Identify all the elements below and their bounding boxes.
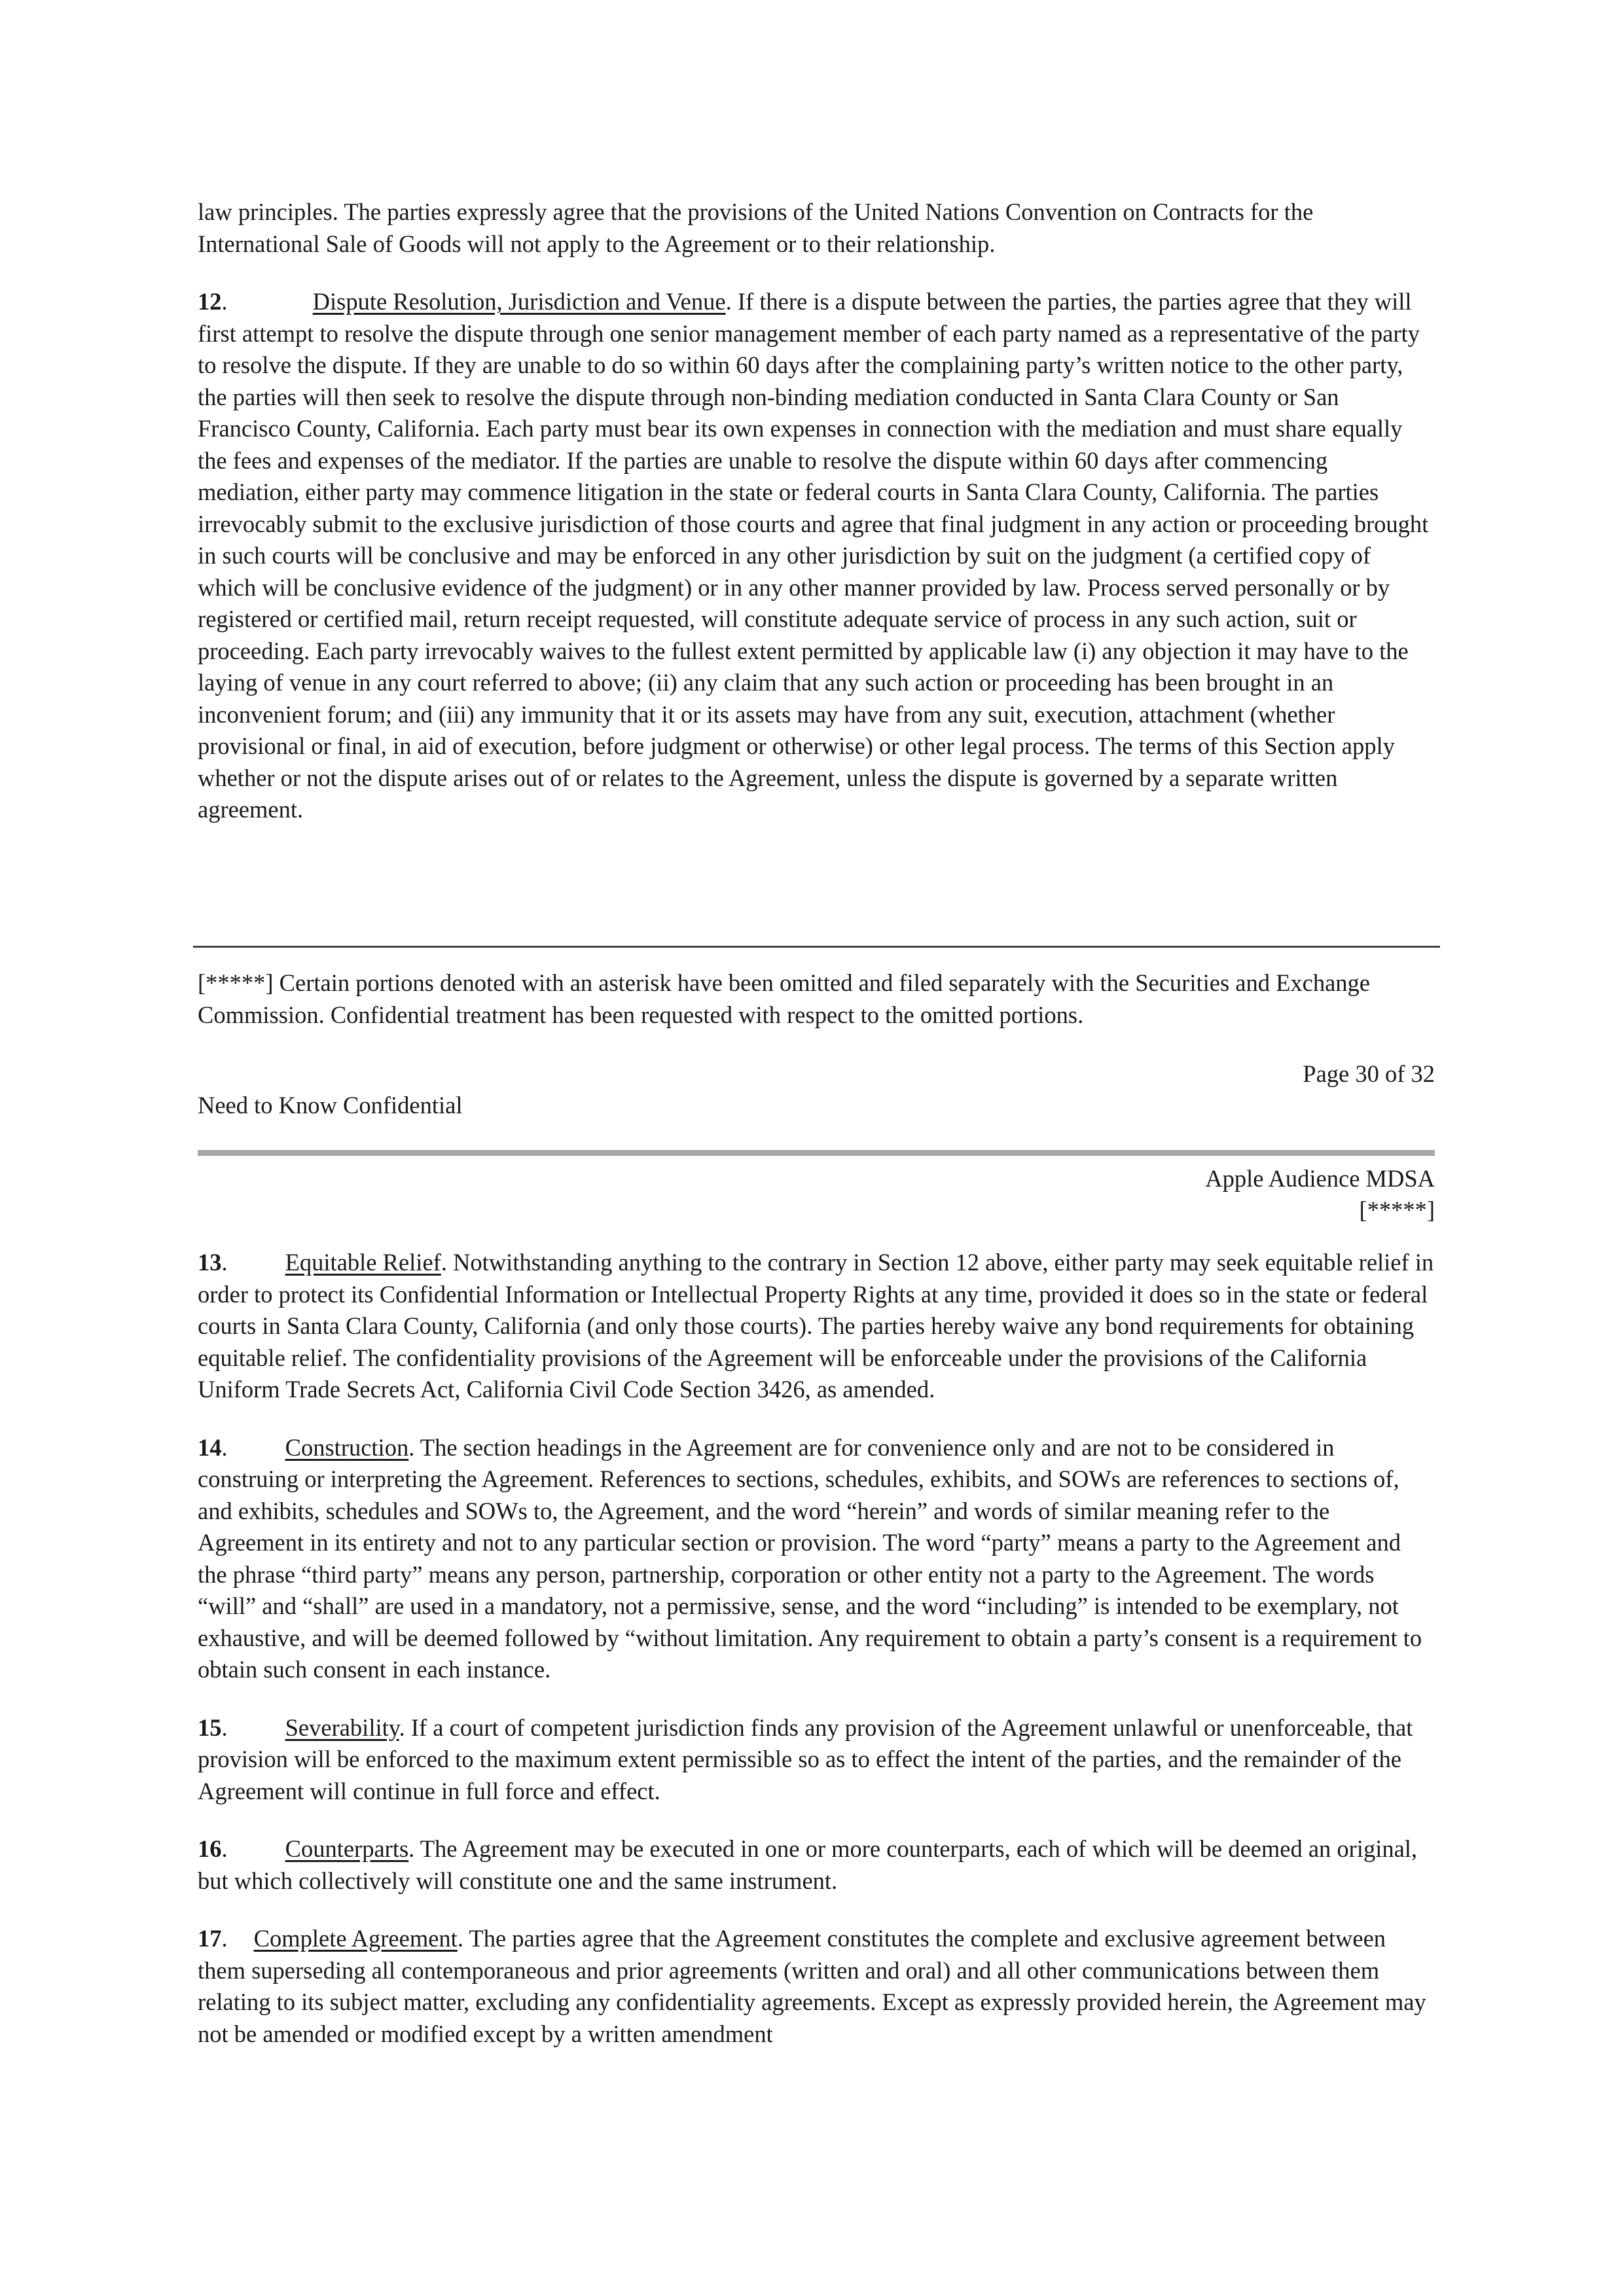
footnote-divider [193, 946, 1440, 948]
section-16-heading: Counterparts [285, 1835, 409, 1862]
section-13: 13. Equitable Relief. Notwithstanding anything to the contrary in Section 12 above, either party may seek equitable relief in order to protect its Confidential Information or Intellectual Property Rights at any time, provided it does so in the state or federal courts in Santa Clara County, California (and only those courts). The parties hereby waive any bond requirements for obtaining equitable relief. The confidentiality provisions of the Agreement will be enforceable under the provisions of the California Uniform Trade Secrets Act, California Civil Code Section 3426, as amended. [198, 1249, 1434, 1403]
section-14-heading: Construction [285, 1433, 409, 1461]
page-number: Page 30 of 32 [1303, 1060, 1435, 1087]
section-12-body: . If there is a dispute between the parties, the parties agree that they will first attempt to resolve the dispute through one senior management member of each party named as a representative of the party to resolve the dispute. If they are unable to do so within 60 days after the complaining party’s written notice to the other party, the parties will then seek to resolve the dispute through non-binding mediation conducted in Santa Clara County or San Francisco County, California. Each party must bear its own expenses in connection with the mediation and must share equally the fees and expenses of the mediator. If the parties are unable to resolve the dispute within 60 days after commencing mediation, either party may commence litigation in the state or federal courts in Santa Clara County, California. The parties irrevocably submit to the exclusive jurisdiction of those courts and agree that final judgment in any action or proceeding brought in such courts will be conclusive and may be enforced in any other jurisdiction by suit on the judgment (a certified copy of which will be conclusive evidence of the judgment) or in any other manner provided by law. Process served personally or by registered or certified mail, return receipt requested, will constitute adequate service of process in any such action, suit or proceeding. Each party irrevocably waives to the fullest extent permitted by applicable law (i) any objection it may have to the laying of venue in any court referred to above; (ii) any claim that any such action or proceeding has been brought in an inconvenient forum; and (iii) any immunity that it or its assets may have from any suit, execution, attachment (whether provisional or final, in aid of execution, before judgment or otherwise) or other legal process. The terms of this Section apply whether or not the dispute arises out of or relates to the Agreement, unless the dispute is governed by a separate written agreement. [198, 288, 1429, 823]
footnote-text: [*****] Certain portions denoted with an asterisk have been omitted and filed separately with the Securities and Exchange Commission. Confidential treatment has been requested with respect to the omitted portions. [198, 969, 1370, 1028]
continuation-paragraph: law principles. The parties expressly agree that the provisions of the United Nations Convention on Contracts for the International Sale of Goods will not apply to the Agreement or to their relationship. [198, 198, 1314, 257]
section-12: 12. Dispute Resolution, Jurisdiction and Venue. If there is a dispute between the parties, the parties agree that they will first attempt to resolve the dispute through one senior management member of each party named as a representative of the party to resolve the dispute. If they are unable to do so within 60 days after the complaining party’s written notice to the other party, the parties will then seek to resolve the dispute through non-binding mediation conducted in Santa Clara County or San Francisco County, California. Each party must bear its own expenses in connection with the mediation and must share equally the fees and expenses of the mediator. If the parties are unable to resolve the dispute within 60 days after commencing mediation, either party may commence litigation in the state or federal courts in Santa Clara County, California. The parties irrevocably submit to the exclusive jurisdiction of those courts and agree that final judgment in any action or proceeding brought in such courts will be conclusive and may be enforced in any other jurisdiction by suit on the judgment (a certified copy of which will be conclusive evidence of the judgment) or in any other manner provided by law. Process served personally or by registered or certified mail, return receipt requested, will constitute adequate service of process in any such action, suit or proceeding. Each party irrevocably waives to the fullest extent permitted by applicable law (i) any objection it may have to the laying of venue in any court referred to above; (ii) any claim that any such action or proceeding has been brought in an inconvenient forum; and (iii) any immunity that it or its assets may have from any suit, execution, attachment (whether provisional or final, in aid of execution, before judgment or otherwise) or other legal process. The terms of this Section apply whether or not the dispute arises out of or relates to the Agreement, unless the dispute is governed by a separate written agreement. [198, 288, 1429, 823]
page-break-divider [198, 1150, 1435, 1156]
section-15-body: . If a court of competent jurisdiction finds any provision of the Agreement unlawful or unenforceable, that provision will be enforced to the maximum extent permissible so as to effect the intent of the parties, and the remainder of the Agreement will continue in full force and effect. [198, 1713, 1413, 1804]
section-14-number: 14 [198, 1433, 222, 1461]
section-14: 14. Construction. The section headings in the Agreement are for convenience only and are not to be considered in construing or interpreting the Agreement. References to sections, schedules, exhibits, and SOWs are references to sections of, and exhibits, schedules and SOWs to, the Agreement, and the word “herein” and words of similar meaning refer to the Agreement in its entirety and not to any particular section or provision. The word “party” means a party to the Agreement and the phrase “third party” means any person, partnership, corporation or other entity not a party to the Agreement. The words “will” and “shall” are used in a mandatory, not a permissive, sense, and the word “including” is intended to be exemplary, not exhaustive, and will be deemed followed by “without limitation. Any requirement to obtain a party’s consent is a requirement to obtain such consent in each instance. [198, 1433, 1422, 1683]
header-title: Apple Audience MDSA [1205, 1165, 1435, 1192]
section-12-number: 12 [198, 288, 222, 315]
section-13-body: . Notwithstanding anything to the contrary in Section 12 above, either party may seek equitable relief in order to protect its Confidential Information or Intellectual Property Rights at any time, provided it does so in the state or federal courts in Santa Clara County, California (and only those courts). The parties hereby waive any bond requirements for obtaining equitable relief. The confidentiality provisions of the Agreement will be enforceable under the provisions of the California Uniform Trade Secrets Act, California Civil Code Section 3426, as amended. [198, 1249, 1434, 1403]
section-16-body: . The Agreement may be executed in one or more counterparts, each of which will be deemed an original, but which collectively will constitute one and the same instrument. [198, 1835, 1418, 1894]
section-14-body: . The section headings in the Agreement are for convenience only and are not to be considered in construing or interpreting the Agreement. References to sections, schedules, exhibits, and SOWs are references to sections of, and exhibits, schedules and SOWs to, the Agreement, and the word “herein” and words of similar meaning refer to the Agreement in its entirety and not to any particular section or provision. The word “party” means a party to the Agreement and the phrase “third party” means any person, partnership, corporation or other entity not a party to the Agreement. The words “will” and “shall” are used in a mandatory, not a permissive, sense, and the word “including” is intended to be exemplary, not exhaustive, and will be deemed followed by “without limitation. Any requirement to obtain a party’s consent is a requirement to obtain such consent in each instance. [198, 1433, 1422, 1683]
page-lower-content [198, 1247, 1435, 2050]
section-15: 15. Severability. If a court of competent jurisdiction finds any provision of the Agreement unlawful or unenforceable, that provision will be enforced to the maximum extent permissible so as to effect the intent of the parties, and the remainder of the Agreement will continue in full force and effect. [198, 1713, 1413, 1804]
section-15-heading: Severability [285, 1713, 399, 1741]
section-13-heading: Equitable Relief [285, 1249, 441, 1276]
section-17-heading: Complete Agreement [253, 1925, 458, 1952]
section-15-number: 15 [198, 1713, 222, 1741]
section-16: 16. Counterparts. The Agreement may be executed in one or more counterparts, each of which will be deemed an original, but which collectively will constitute one and the same instrument. [198, 1835, 1418, 1894]
section-17: 17. Complete Agreement. The parties agree that the Agreement constitutes the complete and exclusive agreement between them superseding all contemporaneous and prior agreements (written and oral) and all other communications between them relating to its subject matter, excluding any confidentiality agreements. Except as expressly provided herein, the Agreement may not be amended or modified except by a written amendment [198, 1925, 1426, 2047]
section-16-number: 16 [198, 1835, 222, 1862]
page-upper-content [198, 196, 1435, 826]
confidentiality-label: Need to Know Confidential [198, 1092, 463, 1119]
section-12-heading: Dispute Resolution, Jurisdiction and Venue [312, 288, 726, 315]
header-redaction: [*****] [1359, 1196, 1435, 1223]
section-17-body: . The parties agree that the Agreement constitutes the complete and exclusive agreement between them superseding all contemporaneous and prior agreements (written and oral) and all other communications between them relating to its subject matter, excluding any confidentiality agreements. Except as expressly provided herein, the Agreement may not be amended or modified except by a written amendment [198, 1925, 1426, 2047]
section-13-number: 13 [198, 1249, 222, 1276]
section-17-number: 17 [198, 1925, 222, 1952]
